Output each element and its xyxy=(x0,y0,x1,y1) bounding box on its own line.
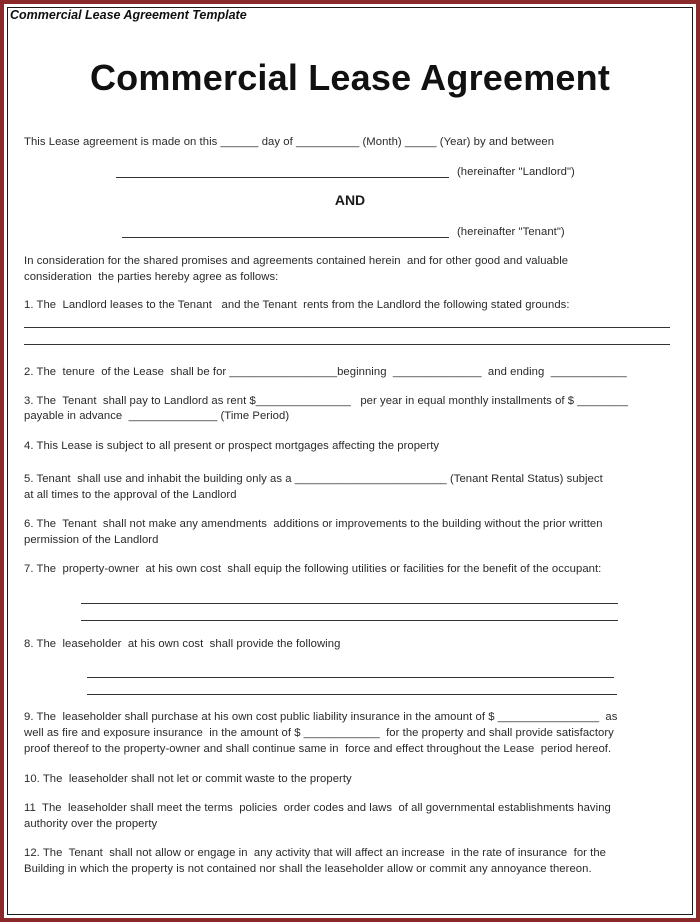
clause-7: 7. The property-owner at his own cost shall equip the following utilities or facilities for the benefit of the occupant: xyxy=(24,563,602,575)
intro-line: This Lease agreement is made on this ______ day of __________ (Month) _____ (Year) by and between xyxy=(24,136,555,148)
clause-1: 1. The Landlord leases to the Tenant and the Tenant rents from the Landlord the following stated grounds: xyxy=(24,299,570,311)
clause-5-line-1: 5. Tenant shall use and inhabit the building only as a ________________________ (Tenant Rental Status) subject xyxy=(24,473,603,485)
clause-11-line-1: 11 The leaseholder shall meet the terms policies order codes and laws of all governmental establishments having xyxy=(24,802,611,814)
clause-9-line-1: 9. The leaseholder shall purchase at his own cost public liability insurance in the amount of $ ________________ as xyxy=(24,711,618,723)
clause-7-blank-1[interactable] xyxy=(81,603,618,604)
clause-12-line-2: Building in which the property is not contained nor shall the leaseholder allow or commit any annoyance thereon. xyxy=(24,863,592,875)
clause-8: 8. The leaseholder at his own cost shall provide the following xyxy=(24,638,341,650)
tenant-label: (hereinafter "Tenant") xyxy=(457,226,565,238)
clause-12-line-1: 12. The Tenant shall not allow or engage in any activity that will affect an increase in the rate of insurance for the xyxy=(24,847,607,859)
clause-9-line-3: proof thereof to the property-owner and shall continue same in force and effect throughout the Lease period hereof. xyxy=(24,743,612,755)
clause-2: 2. The tenure of the Lease shall be for _________________beginning ______________ and ending ____________ xyxy=(24,366,627,378)
clause-6-line-1: 6. The Tenant shall not make any amendments additions or improvements to the building without the prior written xyxy=(24,518,603,530)
clause-6-line-2: permission of the Landlord xyxy=(24,534,159,546)
clause-7-blank-2[interactable] xyxy=(81,620,618,621)
clause-8-blank-2[interactable] xyxy=(87,694,617,695)
document-title: Commercial Lease Agreement xyxy=(89,57,611,98)
template-header-label: Commercial Lease Agreement Template xyxy=(10,8,247,22)
and-separator: AND xyxy=(334,192,366,208)
consideration-line-1: In consideration for the shared promises and agreements contained herein and for other good and valuable xyxy=(24,255,569,267)
consideration-line-2: consideration the parties hereby agree as follows: xyxy=(24,271,279,283)
clause-3-line-1: 3. The Tenant shall pay to Landlord as rent $_______________ per year in equal monthly installments of $ ________ xyxy=(24,395,628,407)
clause-11-line-2: authority over the property xyxy=(24,818,158,830)
clause-10: 10. The leaseholder shall not let or commit waste to the property xyxy=(24,773,352,785)
clause-5-line-2: at all times to the approval of the Landlord xyxy=(24,489,237,501)
landlord-name-blank[interactable] xyxy=(116,177,449,178)
clause-9-line-2: well as fire and exposure insurance in the amount of $ ____________ for the property and shall provide satisfactory xyxy=(24,727,614,739)
clause-3-line-2: payable in advance ______________ (Time Period) xyxy=(24,410,290,422)
clause-1-blank-1[interactable] xyxy=(24,327,670,328)
tenant-name-blank[interactable] xyxy=(122,237,449,238)
landlord-label: (hereinafter "Landlord") xyxy=(457,166,575,178)
clause-4: 4. This Lease is subject to all present or prospect mortgages affecting the property xyxy=(24,440,440,452)
clause-1-blank-2[interactable] xyxy=(24,344,670,345)
clause-8-blank-1[interactable] xyxy=(87,677,614,678)
